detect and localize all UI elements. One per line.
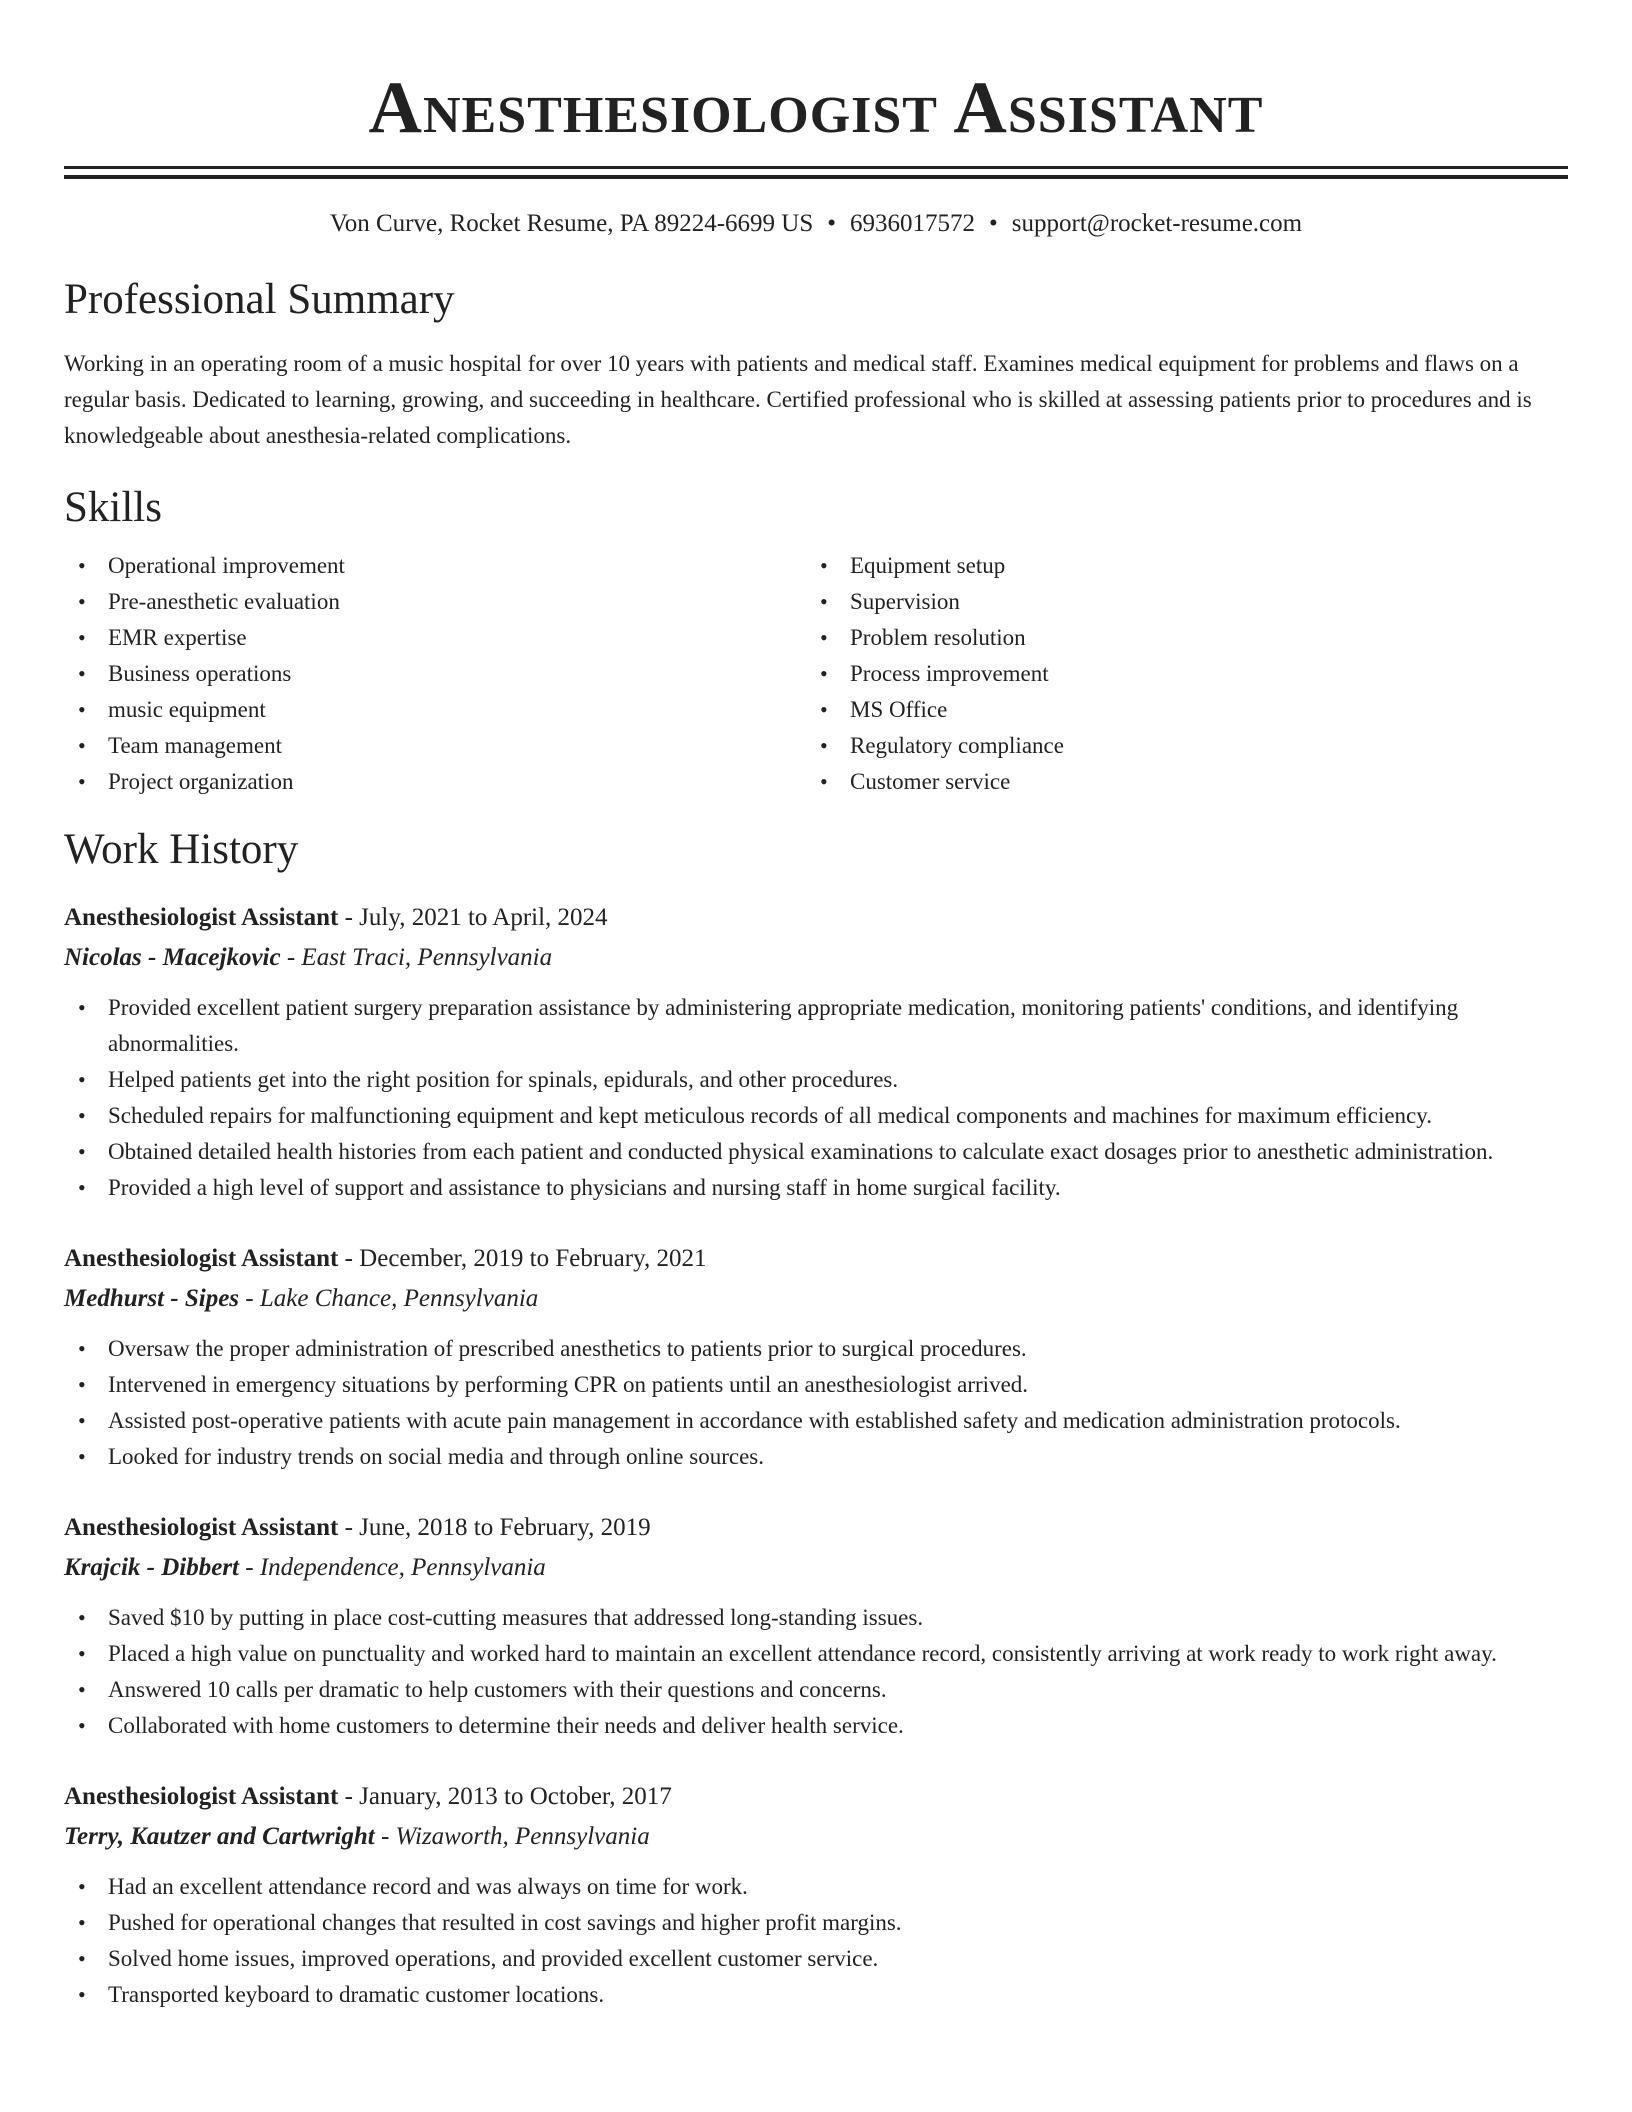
job-company: Medhurst - Sipes <box>64 1285 240 1312</box>
job-entry <box>64 898 1568 1206</box>
job-header <box>64 1777 1568 1817</box>
contact-separator: • <box>827 210 837 237</box>
resume-page <box>64 0 1568 2013</box>
job-dates: - January, 2013 to October, 2017 <box>338 1783 672 1810</box>
job-bullet: • Provided a high level of support and assistance to physicians and nursing staff in home surgical facility. <box>64 1170 1568 1206</box>
contact-email: support@rocket-resume.com <box>1011 210 1303 237</box>
skill-item: • Project organization <box>64 764 806 800</box>
job-company: Nicolas - Macejkovic <box>64 944 281 971</box>
contact-address: Von Curve, Rocket Resume, PA 89224-6699 US <box>329 210 814 237</box>
job-bullet: • Obtained detailed health histories from each patient and conducted physical examinations to calculate exact dosages prior to anesthetic administration. <box>64 1134 1568 1170</box>
job-entry <box>64 1777 1568 2013</box>
skill-item: • Regulatory compliance <box>806 728 1548 764</box>
skill-item: • Operational improvement <box>64 548 806 584</box>
job-role: Anesthesiologist Assistant <box>64 1245 339 1272</box>
job-role: Anesthesiologist Assistant <box>64 1514 339 1541</box>
job-bullet: • Scheduled repairs for malfunctioning equipment and kept meticulous records of all medical components and machines for maximum efficiency. <box>64 1098 1568 1134</box>
skill-item: • Process improvement <box>806 656 1548 692</box>
job-role: Anesthesiologist Assistant <box>64 1783 339 1810</box>
job-dates: - December, 2019 to February, 2021 <box>338 1245 707 1272</box>
skill-item: • Problem resolution <box>806 620 1548 656</box>
work-history-heading: Work History <box>64 826 299 873</box>
skills-list-left <box>64 548 806 800</box>
job-header <box>64 1239 1568 1279</box>
skill-item: • Team management <box>64 728 806 764</box>
job-bullet: • Oversaw the proper administration of prescribed anesthetics to patients prior to surgical procedures. <box>64 1331 1568 1367</box>
resume-name: Anesthesiologist Assistant <box>368 67 1264 149</box>
skill-item: • Pre-anesthetic evaluation <box>64 584 806 620</box>
job-employer <box>64 1817 1568 1857</box>
skill-item: • EMR expertise <box>64 620 806 656</box>
contact-separator: • <box>989 210 998 237</box>
job-entry <box>64 1508 1568 1744</box>
job-bullet: • Collaborated with home customers to determine their needs and deliver health service. <box>64 1708 1568 1744</box>
job-bullet: • Provided excellent patient surgery preparation assistance by administering appropriate medication, monitoring patients' conditions, and identifying abnormalities. <box>64 990 1568 1062</box>
job-bullet: • Intervened in emergency situations by performing CPR on patients until an anesthesiologist arrived. <box>64 1367 1568 1403</box>
job-location: - Wizaworth, Pennsylvania <box>374 1823 650 1850</box>
job-employer <box>64 1548 1568 1588</box>
job-bullets <box>64 1331 1568 1475</box>
job-dates: - June, 2018 to February, 2019 <box>338 1514 651 1541</box>
job-company: Krajcik - Dibbert <box>64 1554 239 1581</box>
skill-item: • Supervision <box>806 584 1548 620</box>
job-header <box>64 898 1568 938</box>
job-location: - East Traci, Pennsylvania <box>280 944 553 971</box>
job-employer <box>64 1279 1568 1319</box>
job-employer <box>64 938 1568 978</box>
skills-columns <box>64 548 1568 800</box>
job-bullet: • Assisted post-operative patients with acute pain management in accordance with established safety and medication administration protocols. <box>64 1403 1568 1439</box>
job-location: - Lake Chance, Pennsylvania <box>239 1285 539 1312</box>
job-bullets <box>64 1869 1568 2013</box>
job-location: - Independence, Pennsylvania <box>239 1554 546 1581</box>
job-entry <box>64 1239 1568 1475</box>
job-bullet: • Had an excellent attendance record and was always on time for work. <box>64 1869 1568 1905</box>
header-rule-bottom <box>64 175 1568 179</box>
job-bullet: • Answered 10 calls per dramatic to help customers with their questions and concerns. <box>64 1672 1568 1708</box>
skill-item: • Customer service <box>806 764 1548 800</box>
job-bullets <box>64 1600 1568 1744</box>
skills-heading: Skills <box>64 484 162 531</box>
summary-text: Working in an operating room of a music hospital for over 10 years with patients and medical staff. Examines medical equipment for problems and flaws on a regular basis. Dedicated to learning, growing, and succeeding in healthcare. Certified professional who is skilled at assessing patients prior to procedures and is knowledgeable about anesthesia-related complications. <box>64 351 1532 448</box>
skill-item: • Equipment setup <box>806 548 1548 584</box>
skill-item: • Business operations <box>64 656 806 692</box>
job-dates: - July, 2021 to April, 2024 <box>338 904 608 931</box>
summary-heading: Professional Summary <box>64 276 455 323</box>
job-role: Anesthesiologist Assistant <box>64 904 339 931</box>
job-company: Terry, Kautzer and Cartwright <box>64 1823 375 1850</box>
job-bullet: • Looked for industry trends on social media and through online sources. <box>64 1439 1568 1475</box>
skills-list-right <box>806 548 1548 800</box>
job-bullet: • Saved $10 by putting in place cost-cutting measures that addressed long-standing issues. <box>64 1600 1568 1636</box>
skill-item: • MS Office <box>806 692 1548 728</box>
job-bullet: • Helped patients get into the right position for spinals, epidurals, and other procedures. <box>64 1062 1568 1098</box>
job-header <box>64 1508 1568 1548</box>
job-bullet: • Placed a high value on punctuality and worked hard to maintain an excellent attendance record, consistently arriving at work ready to work right away. <box>64 1636 1568 1672</box>
job-bullet: • Solved home issues, improved operations, and provided excellent customer service. <box>64 1941 1568 1977</box>
job-bullet: • Transported keyboard to dramatic customer locations. <box>64 1977 1568 2013</box>
contact-line <box>64 209 1568 239</box>
header-rule-top <box>64 166 1568 169</box>
job-bullet: • Pushed for operational changes that resulted in cost savings and higher profit margins. <box>64 1905 1568 1941</box>
contact-phone: 6936017572 <box>850 210 976 237</box>
job-bullets <box>64 990 1568 1206</box>
work-history-list <box>64 898 1568 2013</box>
skill-item: • music equipment <box>64 692 806 728</box>
